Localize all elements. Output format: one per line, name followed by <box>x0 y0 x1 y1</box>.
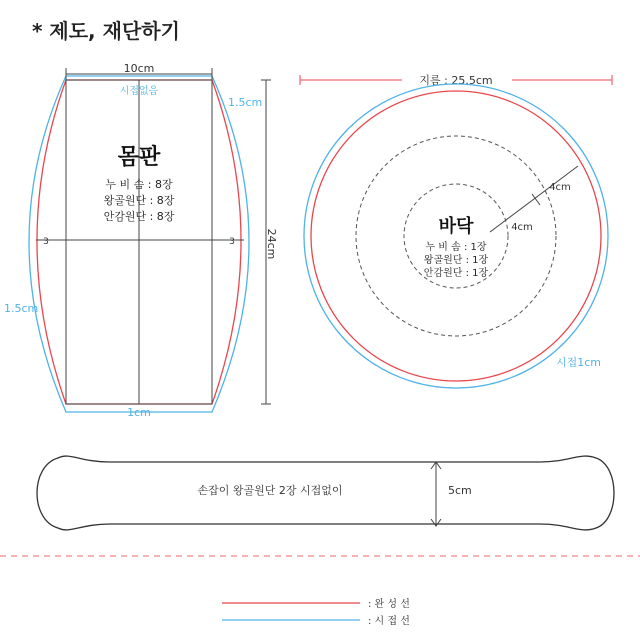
body-panel-name: 몸판 <box>117 145 161 170</box>
bottom-piece <box>300 71 612 388</box>
legend-finish-label: : 완 성 선 <box>368 599 410 610</box>
handle-piece <box>37 456 614 530</box>
body-bottom-label: 1cm <box>127 406 151 419</box>
bottom-radius-inner-label: 4cm <box>511 222 533 233</box>
bottom-radius-line <box>490 166 578 232</box>
page-title: * 제도, 재단하기 <box>32 19 180 43</box>
bottom-cut-item: 누 비 솜 : 1장 <box>425 242 487 253</box>
bottom-piece-name: 바닥 <box>438 216 474 237</box>
body-top-width-label: 10cm <box>123 62 155 75</box>
bottom-radius-outer-label: 4cm <box>549 182 571 193</box>
body-right-seam-label: 1.5cm <box>228 96 263 109</box>
body-no-seam-note: 시접없음 <box>119 86 159 97</box>
bottom-cut-item: 왕골원단 : 1장 <box>423 255 489 266</box>
body-cut-item: 왕골원단 : 8장 <box>103 194 175 207</box>
body-cut-item: 안감원단 : 8장 <box>103 210 175 223</box>
body-left-mark: 3 <box>43 237 49 247</box>
body-cut-item: 누 비 솜 : 8장 <box>105 178 173 191</box>
legend-seam-label: : 시 접 선 <box>368 616 410 627</box>
bottom-diameter-label: 지름 : 25.5cm <box>419 74 493 87</box>
handle-note: 손잡이 왕골원단 2장 시접없이 <box>197 484 343 497</box>
handle-height-label: 5cm <box>448 484 472 497</box>
body-right-mark: 3 <box>229 237 235 247</box>
body-panel <box>4 62 278 419</box>
body-height-label: 24cm <box>265 228 278 260</box>
body-left-seam-label: 1.5cm <box>4 302 39 315</box>
bottom-seam-label: 시접1cm <box>556 356 602 369</box>
legend <box>222 597 410 627</box>
bottom-cut-item: 안감원단 : 1장 <box>423 268 489 279</box>
